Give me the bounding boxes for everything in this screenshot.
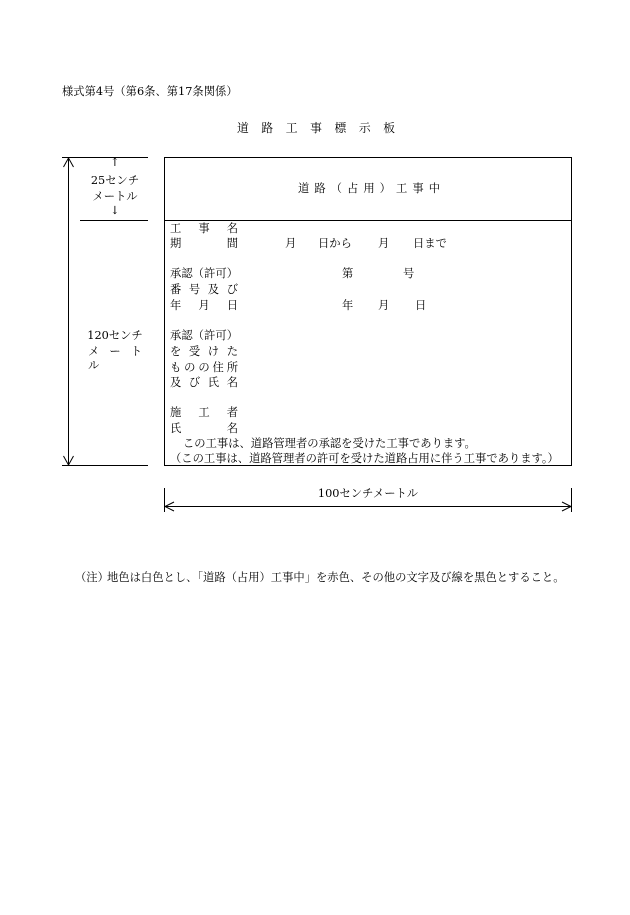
approval-number-label-line3: 年 月 日 (170, 299, 238, 312)
period-month-1: 月 (285, 237, 297, 250)
period-day-from: 日から (318, 237, 352, 250)
approved-party-label-line3: ものの住所 (170, 361, 238, 374)
total-height-unit: メ ー ト ル (88, 345, 142, 372)
approved-party-label-line2: を 受 け た (170, 345, 238, 358)
contractor-label: 施 工 者 (170, 406, 238, 419)
form-number: 様式第4号（第6条、第17条関係） (62, 85, 238, 98)
sign-heading: 道 路 （ 占 用 ） 工 事 中 (298, 182, 440, 195)
total-height-value: 120センチ (87, 329, 143, 342)
note-label: （注） (75, 571, 109, 584)
approved-party-label-line1: 承認（許可） (170, 329, 238, 342)
approved-party-label-line4: 及 び 氏 名 (170, 376, 238, 389)
header-height-value: 25センチ (90, 174, 140, 187)
header-height-unit: メートル (92, 190, 138, 203)
period-label: 期 間 (170, 237, 238, 250)
arrow-down-icon: ↓ (110, 204, 120, 217)
period-day-to: 日まで (413, 237, 447, 250)
approval-date-month: 月 (378, 299, 390, 312)
approval-number-prefix: 第 (342, 267, 354, 280)
notice-approval: この工事は、道路管理者の承認を受けた工事であります。 (183, 437, 476, 450)
approval-number-label-line1: 承認（許可） (170, 267, 238, 280)
note-text: 地色は白色とし、「道路（占用）工事中」を赤色、その他の文字及び線を黒色とすること。 (107, 571, 565, 584)
document-title: 道 路 工 事 標 示 板 (237, 121, 395, 135)
width-dimension-label: 100センチメートル (317, 487, 419, 500)
contractor-name-label: 氏 名 (170, 422, 238, 435)
period-month-2: 月 (378, 237, 390, 250)
approval-number-label-line2: 番 号 及 び (170, 283, 238, 296)
work-name-label: 工 事 名 (170, 222, 238, 235)
arrow-up-icon: ↑ (110, 156, 120, 169)
approval-date-year: 年 (342, 299, 354, 312)
approval-date-day: 日 (415, 299, 427, 312)
notice-permit: （この工事は、道路管理者の許可を受けた道路占用に伴う工事であります。） (170, 452, 559, 465)
approval-number-suffix: 号 (403, 267, 415, 280)
